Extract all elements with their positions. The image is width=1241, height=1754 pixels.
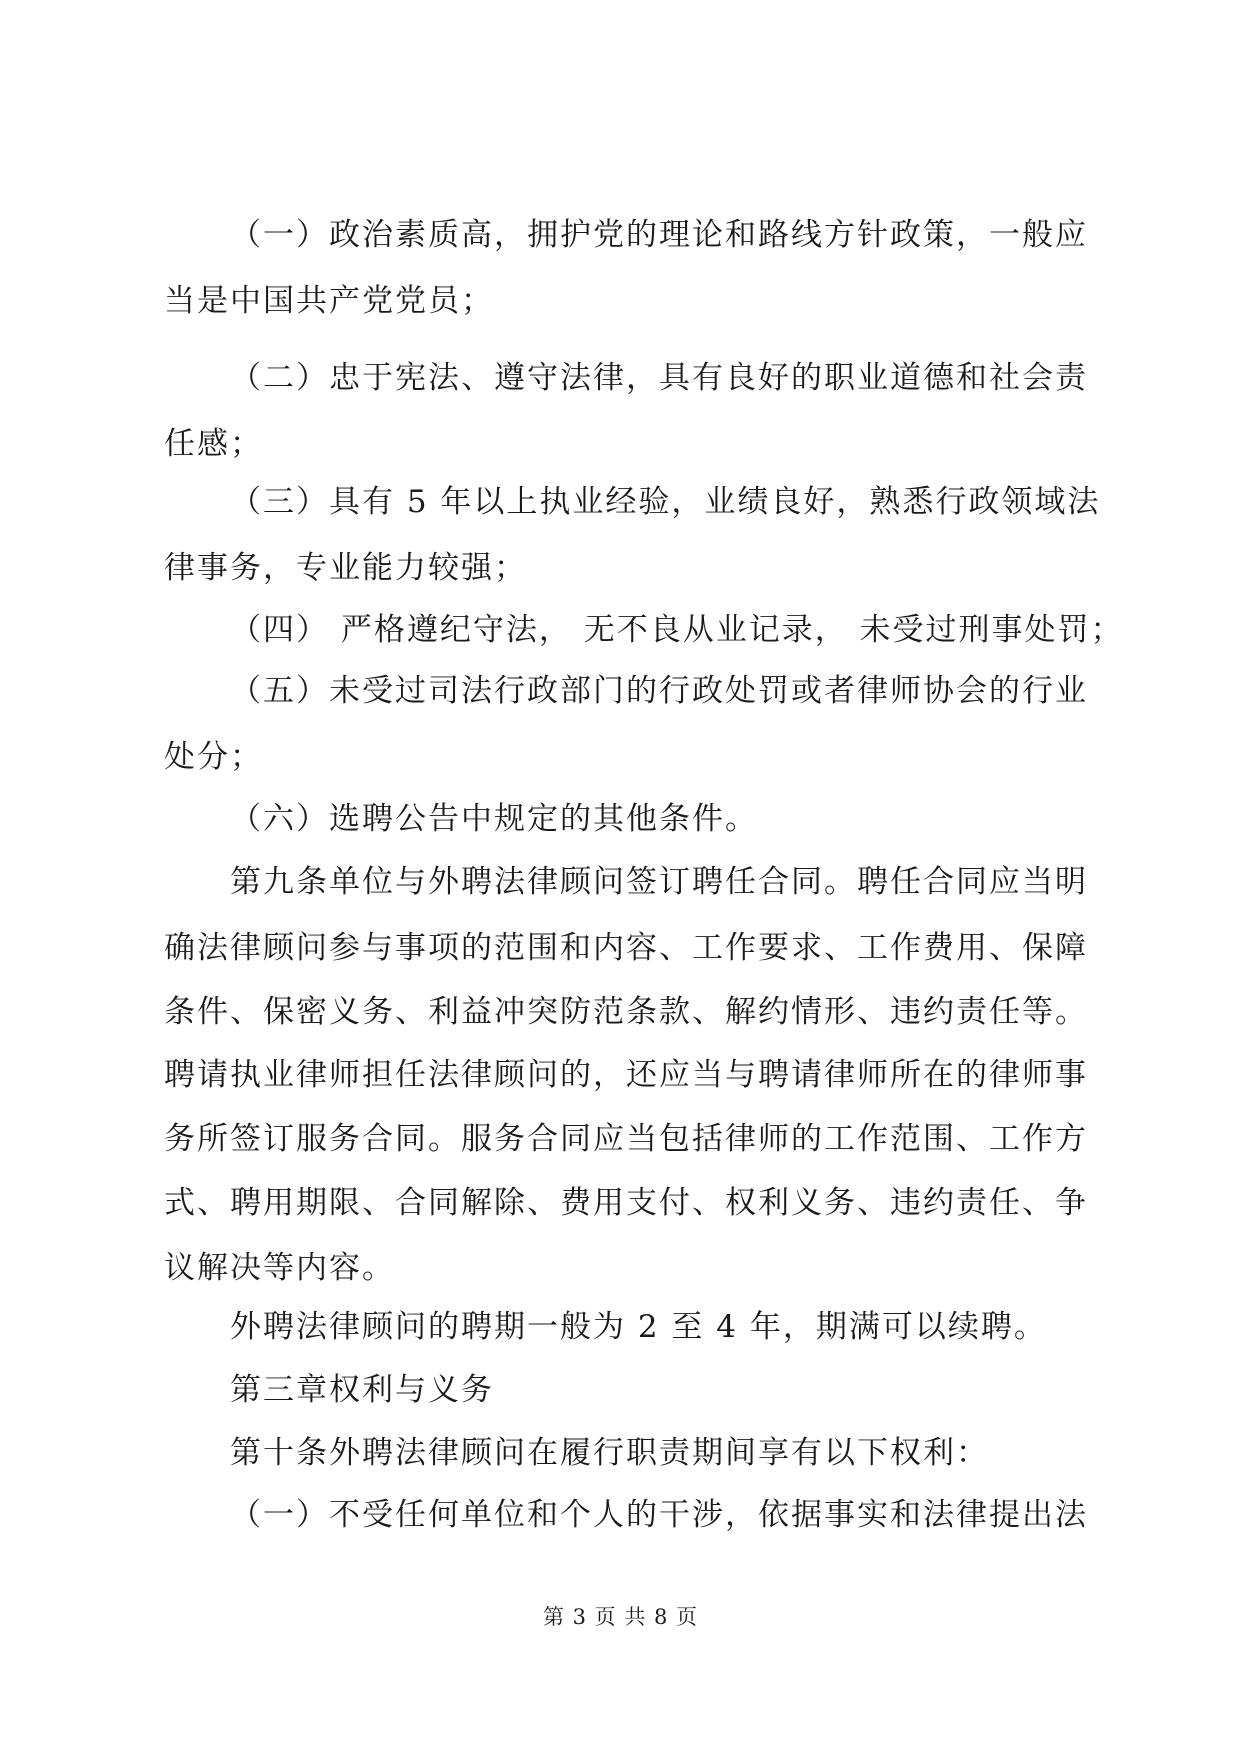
paragraph-line: 聘请执业律师担任法律顾问的，还应当与聘请律师所在的律师事: [164, 1057, 1088, 1093]
paragraph-line: （五）未受过司法行政部门的行政处罚或者律师协会的行业: [230, 673, 1088, 709]
paragraph-line: 处分；: [164, 739, 263, 775]
paragraph-line: 当是中国共产党党员；: [164, 283, 494, 319]
paragraph-line: （四） 严格遵纪守法， 无不良从业记录， 未受过刑事处罚；: [230, 612, 1124, 648]
paragraph-line: 务所签订服务合同。服务合同应当包括律师的工作范围、工作方: [164, 1121, 1088, 1157]
paragraph-line: 外聘法律顾问的聘期一般为 2 至 4 年，期满可以续聘。: [230, 1309, 1047, 1345]
paragraph-line: 第九条单位与外聘法律顾问签订聘任合同。聘任合同应当明: [230, 864, 1088, 900]
paragraph-line: 任感；: [164, 426, 263, 462]
paragraph-line: （六）选聘公告中规定的其他条件。: [230, 801, 758, 837]
paragraph-line: 式、聘用期限、合同解除、费用支付、权利义务、违约责任、争: [164, 1185, 1088, 1221]
paragraph-line: （一）政治素质高，拥护党的理论和路线方针政策，一般应: [230, 217, 1088, 253]
section-heading: 第三章权利与义务: [230, 1372, 494, 1408]
paragraph-line: 条件、保密义务、利益冲突防范条款、解约情形、违约责任等。: [164, 994, 1088, 1030]
paragraph-line: （三）具有 5 年以上执业经验，业绩良好，熟悉行政领域法: [230, 484, 1101, 520]
paragraph-line: （二）忠于宪法、遵守法律，具有良好的职业道德和社会责: [230, 360, 1088, 396]
paragraph-line: 议解决等内容。: [164, 1250, 395, 1286]
paragraph-line: 确法律顾问参与事项的范围和内容、工作要求、工作费用、保障: [164, 930, 1088, 966]
paragraph-line: 第十条外聘法律顾问在履行职责期间享有以下权利：: [230, 1435, 989, 1471]
paragraph-line: 律事务，专业能力较强；: [164, 550, 527, 586]
paragraph-line: （一）不受任何单位和个人的干涉，依据事实和法律提出法: [230, 1497, 1088, 1533]
page-footer: 第 3 页 共 8 页: [542, 1605, 699, 1629]
